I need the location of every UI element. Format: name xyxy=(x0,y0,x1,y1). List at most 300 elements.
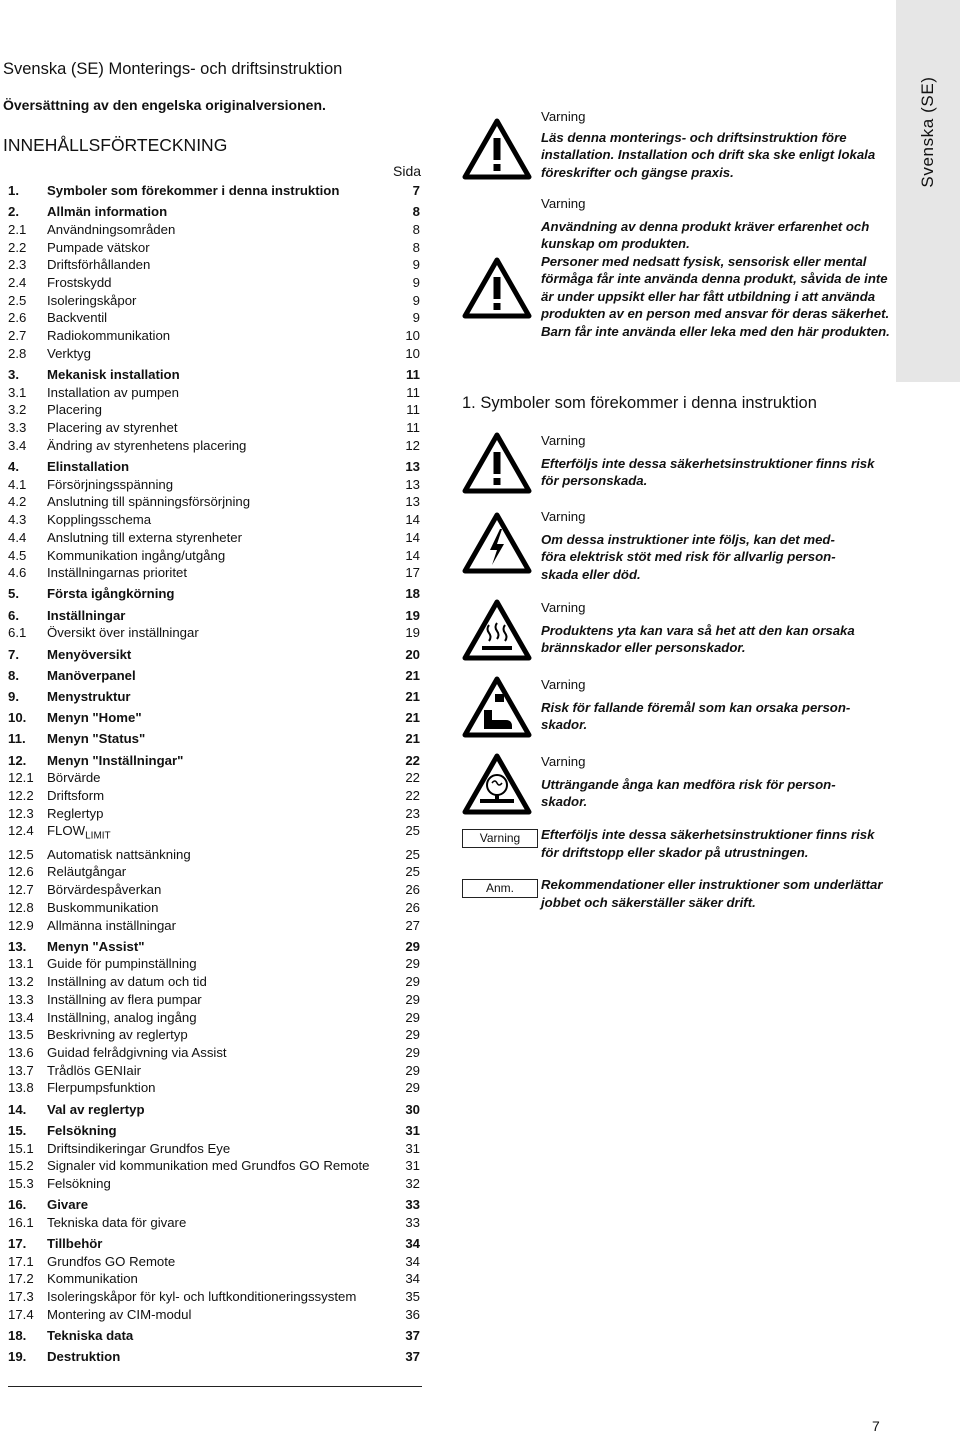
toc-page: 29 xyxy=(405,974,420,990)
toc-number: 12.7 xyxy=(8,882,34,898)
toc-title-text: Reglertyp xyxy=(47,805,104,821)
toc-chapter xyxy=(8,1196,422,1214)
toc-title-text: Driftsform xyxy=(47,788,105,803)
toc-page: 31 xyxy=(405,1140,420,1156)
toc-title-text: Isoleringskåpor xyxy=(47,292,137,308)
note-box-label: Anm. xyxy=(462,879,538,898)
toc-entry xyxy=(8,881,422,899)
toc-title-text: Buskommunikation xyxy=(47,899,159,915)
toc-title xyxy=(47,203,388,221)
toc-title xyxy=(47,1044,388,1062)
toc-title-text: Översikt över inställningar xyxy=(47,625,199,641)
toc-title xyxy=(47,863,388,881)
toc-page: 9 xyxy=(412,275,420,291)
toc-title xyxy=(47,384,388,402)
toc-chapter xyxy=(8,585,422,603)
toc-title xyxy=(47,1253,388,1271)
toc-title xyxy=(47,327,388,345)
toc-entry xyxy=(8,476,422,494)
toc-page: 8 xyxy=(412,239,420,255)
toc-title xyxy=(47,221,388,239)
toc-title xyxy=(47,646,388,664)
toc-chapter xyxy=(8,667,422,685)
toc-page: 11 xyxy=(406,367,420,383)
toc-number: 4.6 xyxy=(8,565,27,581)
toc-page: 10 xyxy=(405,328,420,344)
toc-title xyxy=(47,973,388,991)
toc-title xyxy=(47,1079,388,1097)
toc-entry xyxy=(8,769,422,787)
toc-number: 12.6 xyxy=(8,864,34,880)
toc-chapter xyxy=(8,182,422,200)
toc-entry xyxy=(8,1214,422,1232)
toc-number: 12.4 xyxy=(8,823,34,839)
hot-surface-icon xyxy=(462,599,532,661)
toc-divider xyxy=(8,1386,422,1387)
toc-page: 9 xyxy=(412,257,420,273)
toc-title xyxy=(47,769,388,787)
toc-title-text: Menyn "Assist" xyxy=(47,938,145,954)
intro-warnings xyxy=(462,108,892,378)
toc-title-text: Allmänna inställningar xyxy=(47,917,177,933)
toc-title xyxy=(47,345,388,363)
toc-title-text: Kopplingsschema xyxy=(47,512,152,528)
toc-title xyxy=(47,938,388,956)
toc-chapter xyxy=(8,607,422,625)
toc-entry xyxy=(8,221,422,239)
toc-page: 22 xyxy=(405,752,420,768)
toc-number: 4. xyxy=(8,459,19,475)
toc-chapter xyxy=(8,752,422,770)
toc-title-text: Allmän information xyxy=(47,204,168,220)
toc-page: 11 xyxy=(406,420,420,436)
toc-chapter xyxy=(8,938,422,956)
warning-label: Varning xyxy=(541,754,586,769)
toc-number: 7. xyxy=(8,646,19,662)
toc-title-text: Menyn "Status" xyxy=(47,731,146,747)
toc-number: 15.1 xyxy=(8,1140,34,1156)
toc-number: 15. xyxy=(8,1122,27,1138)
toc-title xyxy=(47,917,388,935)
toc-page: 14 xyxy=(405,529,420,545)
toc-title xyxy=(47,752,388,770)
toc-title xyxy=(47,1140,388,1158)
toc-entry xyxy=(8,846,422,864)
toc-entry xyxy=(8,256,422,274)
toc-entry xyxy=(8,991,422,1009)
toc-number: 13.2 xyxy=(8,974,34,990)
toc-number: 3.3 xyxy=(8,420,27,436)
toc-title xyxy=(47,529,388,547)
toc-chapter xyxy=(8,709,422,727)
toc-title-text: Första igångkörning xyxy=(47,586,175,602)
toc-title-text: Isoleringskåpor för kyl- och luftkonditioneringssystem xyxy=(47,1289,357,1305)
note-body: Rekommendationer eller instruktioner som underlättar jobbet och säkerställer säker drift. xyxy=(541,877,883,910)
toc-number: 14. xyxy=(8,1101,27,1117)
toc-title-text: Menyn "Inställningar" xyxy=(47,752,184,768)
toc-title xyxy=(47,1122,388,1140)
toc-page: 9 xyxy=(412,292,420,308)
toc-page: 13 xyxy=(405,476,420,492)
warning-label: Varning xyxy=(541,196,586,211)
toc-number: 12.2 xyxy=(8,788,34,803)
toc-entry xyxy=(8,624,422,642)
toc-page: 34 xyxy=(405,1236,420,1252)
toc-title xyxy=(47,1270,388,1288)
toc-title-text: Val av reglertyp xyxy=(47,1101,145,1117)
toc-page: 25 xyxy=(405,864,420,880)
toc-number: 2.5 xyxy=(8,292,27,308)
toc-title-text: Destruktion xyxy=(47,1349,121,1365)
toc-title xyxy=(47,709,388,727)
toc-page: 21 xyxy=(405,688,420,704)
steam-icon xyxy=(462,753,532,815)
toc-page: 17 xyxy=(405,565,420,581)
toc-title-text: Börvärdespåverkan xyxy=(47,882,162,898)
toc-page: 29 xyxy=(405,956,420,972)
warning-body: Risk för fallande föremål som kan orsaka person- skador. xyxy=(541,699,851,732)
toc-title xyxy=(47,182,388,200)
toc-page: 29 xyxy=(405,1009,420,1025)
toc-title xyxy=(47,822,388,845)
toc-title-text: Inställning av datum och tid xyxy=(47,974,207,990)
toc-title xyxy=(47,1288,388,1306)
toc-title xyxy=(47,991,388,1009)
toc-page: 19 xyxy=(405,607,420,623)
toc-title xyxy=(47,846,388,864)
toc-title-text: Grundfos GO Remote xyxy=(47,1253,176,1269)
toc-page: 19 xyxy=(405,625,420,641)
toc-title-text: Menyöversikt xyxy=(47,646,132,662)
toc-page: 27 xyxy=(405,917,420,933)
toc-entry xyxy=(8,973,422,991)
toc-title xyxy=(47,1306,388,1324)
toc-title xyxy=(47,564,388,582)
toc-title-text: Driftsförhållanden xyxy=(47,257,151,273)
toc-title xyxy=(47,547,388,565)
language-side-tab xyxy=(896,0,960,382)
toc-chapter xyxy=(8,366,422,384)
toc-number: 13.4 xyxy=(8,1009,34,1025)
toc-entry xyxy=(8,437,422,455)
toc-title-text: Anslutning till externa styrenheter xyxy=(47,529,242,545)
toc-number: 4.4 xyxy=(8,529,27,545)
toc-title-text: Verktyg xyxy=(47,345,91,361)
toc-title xyxy=(47,239,388,257)
toc-title-text: Kommunikation xyxy=(47,1271,138,1287)
toc-title-text: Placering xyxy=(47,402,102,418)
toc-entry xyxy=(8,863,422,881)
toc-title-text: Reläutgångar xyxy=(47,864,127,880)
toc-entry xyxy=(8,564,422,582)
toc-title xyxy=(47,1101,388,1119)
toc-page: 21 xyxy=(405,731,420,747)
toc-title-text: Trådlös GENIair xyxy=(47,1062,142,1078)
toc-number: 15.3 xyxy=(8,1175,34,1191)
toc-title-text: Tekniska data för givare xyxy=(47,1214,187,1230)
toc-entry xyxy=(8,1175,422,1193)
toc-title xyxy=(47,607,388,625)
toc-entry xyxy=(8,493,422,511)
toc-number: 2.1 xyxy=(8,221,27,237)
toc-page: 10 xyxy=(405,345,420,361)
toc-number: 16.1 xyxy=(8,1214,34,1230)
toc-entry xyxy=(8,401,422,419)
toc-entry xyxy=(8,805,422,823)
toc-number: 12.8 xyxy=(8,899,34,915)
toc-title xyxy=(47,955,388,973)
warning-body: Om dessa instruktioner inte följs, kan det med- föra elektrisk stöt med risk för allvarlig person- skada eller död. xyxy=(541,531,836,582)
toc-number: 13.8 xyxy=(8,1080,34,1096)
toc-title-text: Inställning av flera pumpar xyxy=(47,991,202,1007)
toc-number: 4.5 xyxy=(8,547,27,563)
toc-entry xyxy=(8,274,422,292)
toc-number: 10. xyxy=(8,710,27,726)
toc-number: 13. xyxy=(8,938,27,954)
toc-page: 29 xyxy=(405,1027,420,1043)
toc-page: 12 xyxy=(405,437,420,453)
toc-page: 23 xyxy=(405,805,420,821)
toc-number: 2.2 xyxy=(8,239,27,255)
toc-title xyxy=(47,1196,388,1214)
toc-number: 18. xyxy=(8,1328,27,1344)
toc-number: 17.4 xyxy=(8,1306,34,1322)
toc-entry xyxy=(8,1306,422,1324)
toc-entry xyxy=(8,1079,422,1097)
toc-title xyxy=(47,1327,388,1345)
warning-label: Varning xyxy=(541,509,586,524)
toc-title-text: Givare xyxy=(47,1197,89,1213)
toc-chapter xyxy=(8,1348,422,1366)
toc-entry xyxy=(8,917,422,935)
toc-page: 21 xyxy=(405,710,420,726)
toc-number: 2.6 xyxy=(8,310,27,326)
toc-number: 3.2 xyxy=(8,402,27,418)
toc-page: 36 xyxy=(405,1306,420,1322)
toc-number: 8. xyxy=(8,667,19,683)
toc-number: 2.4 xyxy=(8,275,27,291)
document-title xyxy=(3,60,342,79)
toc-page: 21 xyxy=(405,667,420,683)
toc-title xyxy=(47,437,388,455)
toc-entry xyxy=(8,309,422,327)
toc-title-subscript: LIMIT xyxy=(85,831,111,843)
toc-number: 12.5 xyxy=(8,846,34,862)
toc-page: 33 xyxy=(405,1214,420,1230)
toc-chapter xyxy=(8,1122,422,1140)
toc-number: 11. xyxy=(8,731,26,747)
toc-entry xyxy=(8,1157,422,1175)
warning-body: Utträngande ånga kan medföra risk för person- skador. xyxy=(541,776,836,809)
toc-title-text: Felsökning xyxy=(47,1175,111,1191)
toc-title-text: Guide för pumpinställning xyxy=(47,956,197,972)
symbol-list xyxy=(462,432,892,922)
toc-heading: INNEHÅLLSFÖRTECKNING xyxy=(3,135,228,155)
toc-page: 30 xyxy=(405,1101,420,1117)
toc-title-text: Elinstallation xyxy=(47,459,130,475)
toc-entry xyxy=(8,327,422,345)
toc-title xyxy=(47,730,388,748)
toc-number: 6.1 xyxy=(8,625,27,641)
toc-page: 18 xyxy=(405,586,420,602)
toc-page: 26 xyxy=(405,899,420,915)
toc-page-heading: Sida xyxy=(393,163,422,179)
toc-title xyxy=(47,511,388,529)
toc-number: 15.2 xyxy=(8,1158,34,1174)
toc-number: 12.1 xyxy=(8,770,34,786)
toc-title-text: Automatisk nattsänkning xyxy=(47,846,191,862)
toc-chapter xyxy=(8,688,422,706)
toc-title-text: Inställning, analog ingång xyxy=(47,1009,197,1025)
toc-number: 19. xyxy=(8,1349,27,1365)
toc-page: 29 xyxy=(405,991,420,1007)
language-side-tab-label: Svenska (SE) xyxy=(918,76,937,188)
toc-title-text: Installation av pumpen xyxy=(47,384,179,400)
warning-body: Efterföljs inte dessa säkerhetsinstruktioner finns risk för driftstopp eller skador på utrustningen. xyxy=(541,827,875,860)
toc-number: 17.2 xyxy=(8,1271,34,1287)
toc-chapter xyxy=(8,1235,422,1253)
toc-number: 2.8 xyxy=(8,345,27,361)
toc-number: 13.7 xyxy=(8,1062,34,1078)
section-heading: 1. Symboler som förekommer i denna instruktion xyxy=(462,394,817,412)
toc-page: 22 xyxy=(405,770,420,786)
toc-number: 6. xyxy=(8,607,19,623)
toc-page: 32 xyxy=(405,1175,420,1191)
toc-page: 25 xyxy=(405,846,420,862)
toc-entry xyxy=(8,1044,422,1062)
page-number: 7 xyxy=(872,1418,880,1434)
toc-title xyxy=(47,274,388,292)
toc-title-text: Montering av CIM-modul xyxy=(47,1306,192,1322)
toc-chapter xyxy=(8,203,422,221)
toc-entry xyxy=(8,384,422,402)
toc-page: 25 xyxy=(405,823,420,839)
warning-label: Varning xyxy=(541,109,586,124)
toc-number: 13.6 xyxy=(8,1044,34,1060)
toc-page: 29 xyxy=(405,938,420,954)
warning-triangle-icon xyxy=(462,432,532,494)
toc-title xyxy=(47,1235,388,1253)
toc-title-text: Mekanisk installation xyxy=(47,367,180,383)
toc-page: 14 xyxy=(405,547,420,563)
toc-chapter xyxy=(8,1327,422,1345)
toc-page: 34 xyxy=(405,1271,420,1287)
toc-entry xyxy=(8,787,422,805)
toc-number: 2. xyxy=(8,204,19,220)
toc-number: 13.5 xyxy=(8,1027,34,1043)
toc-chapter xyxy=(8,730,422,748)
toc-number: 13.3 xyxy=(8,991,34,1007)
toc-number: 4.1 xyxy=(8,476,27,492)
toc-page: 20 xyxy=(405,646,420,662)
toc-page: 29 xyxy=(405,1062,420,1078)
toc-title-text: Felsökning xyxy=(47,1122,117,1138)
toc-page: 8 xyxy=(412,221,420,237)
toc-entry xyxy=(8,1270,422,1288)
toc-title-text: Beskrivning av reglertyp xyxy=(47,1027,188,1043)
toc-number: 3.4 xyxy=(8,437,27,453)
toc-entry xyxy=(8,1062,422,1080)
warning-triangle-icon xyxy=(462,257,532,319)
toc-number: 13.1 xyxy=(8,956,34,972)
toc-title xyxy=(47,667,388,685)
warning-body: Efterföljs inte dessa säkerhetsinstruktioner finns risk för personskada. xyxy=(541,455,875,488)
toc-chapter xyxy=(8,646,422,664)
toc-title xyxy=(47,688,388,706)
toc-number: 4.2 xyxy=(8,494,27,510)
toc-page: 9 xyxy=(412,310,420,326)
warning-box-label: Varning xyxy=(462,829,538,848)
toc-page: 29 xyxy=(405,1044,420,1060)
toc-title-text: Inställningar xyxy=(47,607,126,623)
toc-page: 31 xyxy=(405,1158,420,1174)
toc-page: 29 xyxy=(405,1080,420,1096)
toc-entry xyxy=(8,1253,422,1271)
falling-object-icon xyxy=(462,676,532,738)
toc-number: 3. xyxy=(8,367,19,383)
toc-number: 9. xyxy=(8,688,19,704)
toc-title-text: Manöverpanel xyxy=(47,667,136,683)
toc-title-text: Symboler som förekommer i denna instruktion xyxy=(47,183,340,198)
toc-title xyxy=(47,585,388,603)
toc-title xyxy=(47,256,388,274)
toc-entry xyxy=(8,1009,422,1027)
toc-title xyxy=(47,1009,388,1027)
toc-title-text: Driftsindikeringar Grundfos Eye xyxy=(47,1140,231,1156)
toc-title-text: Pumpade vätskor xyxy=(47,239,150,255)
toc-title xyxy=(47,1026,388,1044)
toc-page: 8 xyxy=(412,204,420,220)
translation-note: Översättning av den engelska originalversionen. xyxy=(3,97,326,113)
toc-page: 31 xyxy=(405,1122,420,1138)
toc-page: 13 xyxy=(405,459,420,475)
toc-title xyxy=(47,787,388,805)
toc-entry xyxy=(8,955,422,973)
toc-page: 13 xyxy=(405,494,420,510)
toc-entry xyxy=(8,899,422,917)
toc-entry xyxy=(8,1140,422,1158)
warning-label: Varning xyxy=(541,433,586,448)
toc-entry xyxy=(8,547,422,565)
toc-title-text: Börvärde xyxy=(47,770,101,786)
toc-title xyxy=(47,366,388,384)
toc-title-text: Signaler vid kommunikation med Grundfos GO Remote xyxy=(47,1158,370,1174)
toc-title xyxy=(47,1214,388,1232)
toc-number: 5. xyxy=(8,586,19,602)
toc-page: 14 xyxy=(405,512,420,528)
toc-title-text: Tillbehör xyxy=(47,1236,103,1252)
toc-title xyxy=(47,1348,388,1366)
toc-title-text: Flerpumpsfunktion xyxy=(47,1080,156,1096)
toc-title-text: Menyn "Home" xyxy=(47,710,142,726)
toc-title-text: Inställningarnas prioritet xyxy=(47,565,188,581)
toc-number: 2.3 xyxy=(8,257,27,273)
toc-title-text: Menystruktur xyxy=(47,688,131,704)
toc-number: 17.1 xyxy=(8,1253,34,1269)
toc-number: 17. xyxy=(8,1236,27,1252)
toc-entry xyxy=(8,1026,422,1044)
toc-entry xyxy=(8,1288,422,1306)
toc-title-text: Guidad felrådgivning via Assist xyxy=(47,1044,227,1060)
toc-entry xyxy=(8,822,422,845)
toc-entry xyxy=(8,239,422,257)
toc-title xyxy=(47,493,388,511)
toc-title-text: Radiokommunikation xyxy=(47,328,171,344)
toc-title xyxy=(47,624,388,642)
warning-body: Produktens yta kan vara så het att den kan orsaka brännskador eller personskador. xyxy=(541,622,855,655)
document-language: Svenska (SE) xyxy=(3,60,104,78)
toc-title xyxy=(47,1157,388,1175)
